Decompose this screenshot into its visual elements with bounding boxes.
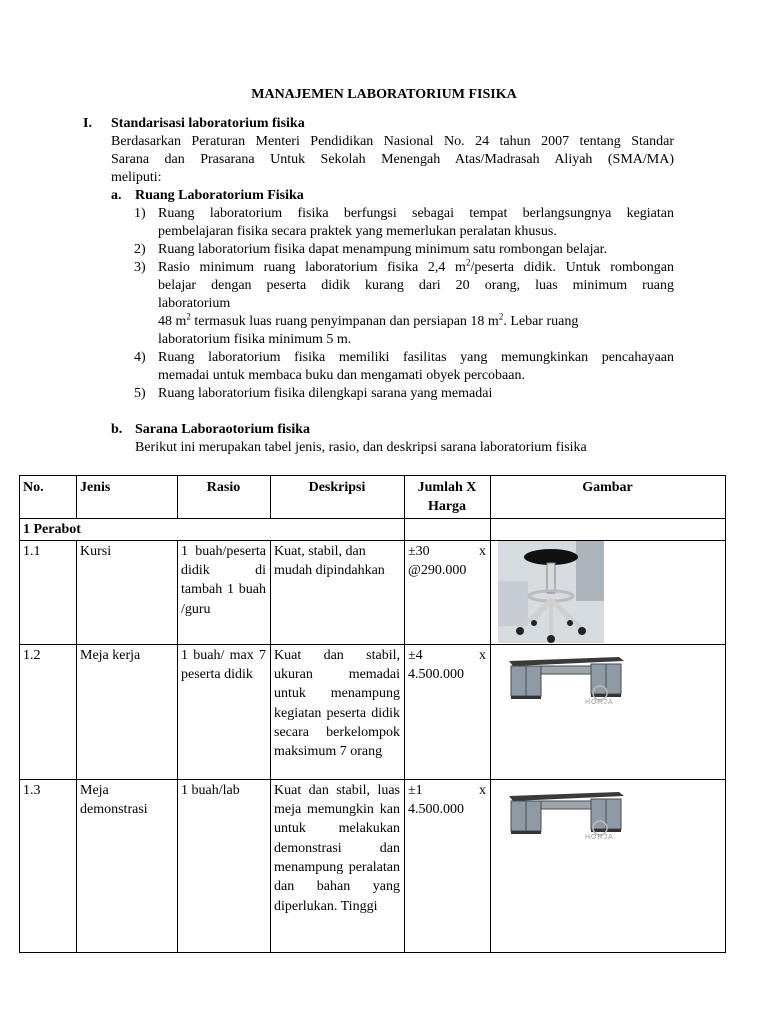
list-item-number: 1)	[134, 206, 146, 221]
group-label: 1 Perabot	[20, 518, 405, 540]
watermark-text: HORJA	[585, 698, 614, 706]
cell-gambar	[491, 644, 726, 779]
list-item-number: 4)	[134, 350, 146, 365]
section-title: Standarisasi laboratorium fisika	[111, 116, 305, 131]
cell-jenis: Kursi	[77, 540, 178, 644]
table-header-row	[20, 476, 726, 519]
subsection-a-letter: a.	[111, 188, 122, 203]
desk-icon	[505, 655, 625, 717]
cell-rasio: 1 buah/lab	[178, 779, 271, 952]
list-item-number: 5)	[134, 386, 146, 401]
list-item-text: laboratorium fisika minimum 5 m.	[158, 332, 352, 347]
cell-deskripsi: Kuat dan stabil, luas meja memungkin kan untuk melakukan demonstrasi dan menampung peralatan dan bahan yang diperlukan. Tinggi	[271, 779, 405, 952]
cell-rasio: 1 buah/peserta didik di tambah 1 buah /guru	[178, 540, 271, 644]
intro-line-3: meliputi:	[111, 170, 162, 185]
cell-deskripsi: Kuat dan stabil, ukuran memadai untuk menampung kegiatan peserta didik secara berkelompok maksimum 7 orang	[271, 644, 405, 779]
intro-line-1: Berdasarkan Peraturan Menteri Pendidikan Nasional No. 24 tahun 2007 tentang Standar	[111, 134, 674, 149]
lab-stool-image	[498, 541, 604, 643]
section-number: I.	[83, 116, 92, 131]
header-no: No.	[20, 476, 77, 519]
subsection-b-intro: Berikut ini merupakan tabel jenis, rasio, dan deskripsi sarana laboratorium fisika	[135, 440, 587, 455]
list-item-text: 48 $m^2$ termasuk luas ruang penyimpanan dan persiapan 18 $m^2$. Lebar ruang	[158, 311, 579, 329]
table-row	[20, 779, 726, 952]
list-item-text: laboratorium	[158, 296, 231, 311]
list-item-text: Ruang laboratorium fisika dilengkapi sarana yang memadai	[158, 386, 493, 401]
cell-gambar	[491, 540, 726, 644]
sarana-table	[19, 475, 726, 953]
header-rasio: Rasio	[178, 476, 271, 519]
cell-jumlah: ±1 x 4.500.000	[405, 779, 491, 952]
cell-rasio: 1 buah/ max 7 peserta didik	[178, 644, 271, 779]
list-item-text: Ruang laboratorium fisika berfungsi sebagai tempat berlangsungnya kegiatan	[158, 206, 674, 221]
demo-desk-image	[505, 790, 625, 850]
table-row	[20, 644, 726, 779]
list-item-number: 2)	[134, 242, 146, 257]
list-item-text: Ruang laboratorium fisika dapat menampung minimum satu rombongan belajar.	[158, 242, 608, 257]
cell-jumlah: ±30 x @290.000	[405, 540, 491, 644]
empty-cell	[491, 518, 726, 540]
cell-deskripsi: Kuat, stabil, dan mudah dipindahkan	[271, 540, 405, 644]
header-gambar: Gambar	[491, 476, 726, 519]
cell-jenis: Meja kerja	[77, 644, 178, 779]
header-deskripsi: Deskripsi	[271, 476, 405, 519]
cell-no: 1.1	[20, 540, 77, 644]
table-group-row	[20, 518, 726, 540]
page-title: MANAJEMEN LABORATORIUM FISIKA	[251, 87, 517, 102]
subsection-a-title: Ruang Laboratorium Fisika	[135, 188, 304, 203]
header-jumlah-harga: Jumlah X Harga	[405, 476, 491, 519]
subsection-b-letter: b.	[111, 422, 123, 437]
list-item-number: 3)	[134, 260, 146, 275]
work-desk-image	[505, 655, 625, 715]
empty-cell	[405, 518, 491, 540]
list-item-text: Rasio minimum ruang laboratorium fisika 2,4 $m^2$/peserta didik. Untuk rombongan	[158, 257, 674, 275]
subsection-b-title: Sarana Laboraotorium fisika	[135, 422, 311, 437]
list-item-text: belajar dengan peserta didik kurang dari 20 orang, luas minimum ruang	[158, 278, 674, 293]
cell-jenis: Meja demonstrasi	[77, 779, 178, 952]
intro-line-2: Sarana dan Prasarana Untuk Sekolah Menengah Atas/Madrasah Aliyah (SMA/MA)	[111, 152, 674, 167]
table-row	[20, 540, 726, 644]
header-jenis: Jenis	[77, 476, 178, 519]
cell-no: 1.3	[20, 779, 77, 952]
list-item-text: Ruang laboratorium fisika memiliki fasilitas yang memungkinkan pencahayaan	[158, 350, 674, 365]
stool-icon	[498, 541, 604, 643]
cell-no: 1.2	[20, 644, 77, 779]
list-item-text: pembelajaran fisika secara praktek yang memerlukan peralatan khusus.	[158, 224, 557, 239]
watermark-text: HORJA	[585, 833, 614, 841]
cell-gambar	[491, 779, 726, 952]
cell-jumlah: ±4 x 4.500.000	[405, 644, 491, 779]
desk-icon	[505, 790, 625, 852]
list-item-text: memadai untuk membaca buku dan mengamati obyek percobaan.	[158, 368, 525, 383]
